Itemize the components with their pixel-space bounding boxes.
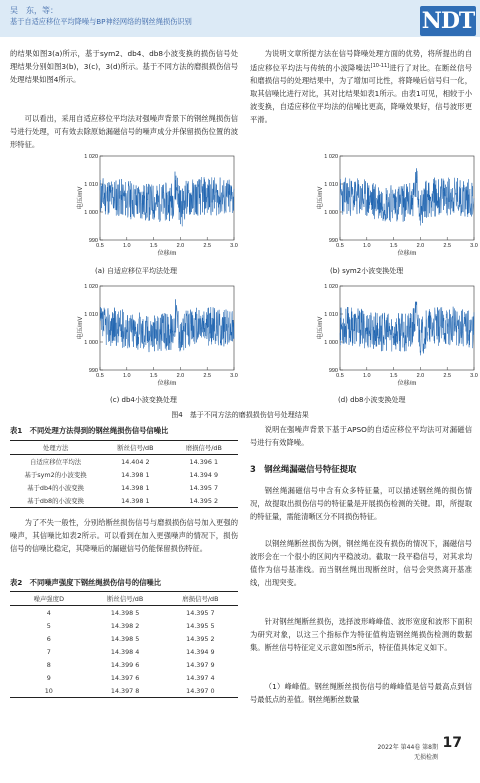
table-cell: 4 [46, 608, 51, 617]
chart-svg-b [312, 152, 480, 258]
section-heading: 3 钢丝绳漏磁信号特征提取 [250, 464, 357, 474]
y-tick-label: 1 020 [324, 284, 338, 290]
y-tick-label: 990 [88, 368, 98, 374]
x-tick-label: 2.5 [443, 243, 452, 249]
y-tick-label: 1 000 [324, 340, 338, 346]
x-tick-label: 2.0 [176, 373, 185, 379]
y-axis-label: 电压/mV [78, 186, 84, 210]
y-tick-label: 990 [88, 238, 98, 244]
chart-panel-d [312, 282, 480, 388]
x-tick-label: 3.0 [230, 243, 238, 249]
table-cell: 14.398 4 [110, 647, 140, 656]
journal-logo: NDT [421, 8, 475, 34]
y-axis-label: 电压/mV [318, 186, 324, 210]
table-cell: 14.395 2 [186, 634, 215, 643]
header-running-title: 基于自适应移位平均降噪与BP神经网络的钢丝绳损伤识别 [10, 17, 192, 26]
right-p1-text-cont: 进行了对比。在断丝信号和磨损信号的处理结果中，为了增加可比性，将降噪后信号归一化，取其信噪比进行对比，其对比结果如表1所示。由表1可见，相较于小波变换，自适应移位平均法的信噪比更高，降噪效果好，信号波形更平滑。 [250, 63, 473, 125]
left-paragraph-1: 的结果如图3(a)所示，基于sym2、db4、db8小波变换的损伤信号处理结果分别如图3(b)，3(c)，3(d)所示。基于不同方法的磨损损伤信号处理结果如图4所示。 [10, 49, 238, 84]
table-cell: 14.397 0 [163, 684, 238, 698]
table-cell: 14.398 1 [121, 470, 150, 479]
table-cell: 14.398 5 [110, 608, 140, 617]
table-cell: 14.404 2 [121, 457, 150, 466]
y-tick-label: 1 020 [324, 154, 338, 160]
table-cell: 14.395 2 [170, 494, 238, 508]
table-row [10, 481, 238, 494]
signal-line [100, 299, 234, 352]
table2-header: 磨损信号/dB [163, 592, 238, 606]
table-cell: 10 [10, 684, 88, 698]
table-row [10, 455, 238, 469]
table-cell: 7 [46, 647, 51, 656]
y-tick-label: 990 [328, 368, 338, 374]
y-tick-label: 1 000 [84, 210, 98, 216]
x-tick-label: 1.0 [122, 243, 131, 249]
table-cell: 14.397 8 [88, 684, 163, 698]
y-tick-label: 1 010 [324, 182, 338, 188]
right-paragraph-3: 钢丝绳漏磁信号中含有众多特征量，可以描述钢丝绳的损伤情况，故提取出损伤信号的特征量是开展损伤检测的关键。即，所提取的特征量，需能清晰区分不同损伤特征。 [250, 486, 472, 521]
signal-line [100, 172, 234, 227]
table-row [10, 671, 238, 684]
chart-panel-a [72, 152, 240, 258]
right-p1-text: 为说明文章所提方法在信号降噪处理方面的优势，将所提出的自适应移位平均法与传统的小波降噪法 [250, 49, 472, 73]
x-tick-label: 1.5 [389, 373, 398, 379]
x-axis-label: 位移/m [397, 381, 417, 387]
table-cell: 14.399 6 [110, 660, 140, 669]
table-cell: 14.398 1 [101, 494, 169, 508]
panel-caption-b: (b) sym2小波变换处理 [330, 267, 404, 275]
table-cell: 14.397 6 [110, 673, 140, 682]
x-tick-label: 0.5 [96, 373, 104, 379]
page-number: 17 [442, 735, 462, 751]
x-tick-label: 2.5 [443, 373, 452, 379]
left-paragraph-2: 可以看出，采用自适应移位平均法对强噪声背景下的钢丝绳损伤信号进行处理，可有效去除原始漏磁信号的噪声成分并保留损伤位置的波形特征。 [10, 114, 238, 149]
x-tick-label: 1.5 [149, 243, 158, 249]
table-cell: 自适应移位平均法 [30, 458, 82, 466]
journal-issue: 2022年 第44卷 第8期 [377, 744, 438, 751]
x-tick-label: 2.0 [416, 243, 425, 249]
y-tick-label: 990 [328, 238, 338, 244]
panel-caption-c: (c) db4小波变换处理 [110, 396, 177, 404]
header-authors: 吴 东，等： [10, 6, 58, 15]
left-paragraph-3: 为了不失一般性，分别给断丝损伤信号与磨损损伤信号加入更强的噪声，其信噪比如表2所示。可以看到在加入更强噪声的情况下，损伤信号的信噪比稳定，其降噪后的漏磁信号仍能保留损伤特征。 [10, 518, 238, 553]
table-cell: 5 [46, 621, 51, 630]
y-axis-label: 电压/mV [318, 316, 324, 340]
signal-line [340, 302, 474, 356]
table-cell: 14.398 5 [110, 634, 140, 643]
x-tick-label: 0.5 [336, 373, 344, 379]
table-cell: 9 [46, 673, 51, 682]
table-cell: 14.397 9 [186, 660, 215, 669]
x-tick-label: 3.0 [230, 373, 238, 379]
x-axis-label: 位移/m [157, 381, 177, 387]
x-axis-label: 位移/m [397, 251, 417, 257]
figure-caption: 图4 基于不同方法的磨损损伤信号处理结果 [171, 411, 309, 419]
table-cell: 14.394 9 [189, 470, 219, 479]
x-tick-label: 3.0 [470, 243, 478, 249]
x-tick-label: 2.5 [203, 373, 212, 379]
table-row [10, 619, 238, 632]
x-tick-label: 2.0 [176, 243, 185, 249]
table-cell: 基于db4的小波变换 [27, 484, 85, 492]
table-row [10, 468, 238, 481]
table1-caption: 表1 不同处理方法得到的钢丝绳损伤信号信噪比 [10, 426, 169, 435]
y-tick-label: 1 000 [84, 340, 98, 346]
y-axis-label: 电压/mV [78, 316, 84, 340]
right-paragraph-1 [250, 47, 472, 126]
y-tick-label: 1 020 [84, 284, 98, 290]
table-cell: 8 [46, 660, 51, 669]
x-tick-label: 1.0 [362, 243, 371, 249]
chart-panel-b [312, 152, 480, 258]
right-paragraph-6: （1）峰峰值。钢丝绳断丝损伤信号的峰峰值是信号最高点到信号最低点的差值。钢丝绳断丝数量 [250, 682, 472, 704]
chart-panel-c [72, 282, 240, 388]
table1-header: 断丝信号/dB [101, 441, 169, 455]
x-tick-label: 2.0 [416, 373, 425, 379]
table-cell: 基于db8的小波变换 [10, 494, 101, 508]
x-tick-label: 1.0 [362, 373, 371, 379]
table-cell: 14.395 7 [186, 608, 215, 617]
y-tick-label: 1 010 [84, 312, 98, 318]
table-cell: 6 [46, 634, 51, 643]
y-tick-label: 1 010 [324, 312, 338, 318]
x-tick-label: 0.5 [96, 243, 104, 249]
chart-svg-a [72, 152, 240, 258]
table1-header: 处理方法 [10, 441, 101, 455]
y-tick-label: 1 000 [324, 210, 338, 216]
table1 [10, 440, 238, 508]
table-cell: 14.396 1 [189, 457, 219, 466]
panel-caption-a: (a) 自适应移位平均法处理 [95, 267, 177, 275]
right-paragraph-2: 说明在强噪声背景下基于APSO的自适应移位平均法可对漏磁信号进行有效降噪。 [250, 425, 472, 447]
x-tick-label: 1.0 [122, 373, 131, 379]
chart-svg-c [72, 282, 240, 388]
table2-header: 噪声强度D [10, 592, 88, 606]
right-paragraph-4: 以钢丝绳断丝损伤为例，钢丝绳在没有损伤的情况下，漏磁信号波形会在一个很小的区间内平稳波动。截取一段平稳信号，对其求均值作为信号基准线。而当钢丝绳出现断丝时，信号会突然离开基准线，出现突变。 [250, 539, 472, 587]
table-row [10, 684, 238, 698]
x-tick-label: 2.5 [203, 243, 212, 249]
table2 [10, 591, 238, 698]
table-cell: 14.395 5 [186, 621, 215, 630]
table1-header: 磨损信号/dB [170, 441, 238, 455]
table-cell: 14.398 2 [110, 621, 140, 630]
table-cell: 14.395 7 [189, 483, 219, 492]
table-cell: 14.394 9 [186, 647, 215, 656]
y-tick-label: 1 020 [84, 154, 98, 160]
citation-ref[interactable]: [10-11] [370, 63, 390, 69]
x-axis-label: 位移/m [157, 251, 177, 257]
x-tick-label: 0.5 [336, 243, 344, 249]
x-tick-label: 1.5 [389, 243, 398, 249]
table-cell: 基于sym2的小波变换 [24, 471, 87, 479]
table2-header: 断丝信号/dB [88, 592, 163, 606]
table-row [10, 658, 238, 671]
table-row [10, 645, 238, 658]
journal-name: 无损检测 [413, 754, 438, 761]
table-cell: 14.397 4 [186, 673, 215, 682]
table-cell: 14.398 1 [121, 483, 150, 492]
x-tick-label: 3.0 [470, 373, 478, 379]
y-tick-label: 1 010 [84, 182, 98, 188]
panel-caption-d: (d) db8小波变换处理 [338, 396, 406, 404]
table-row [10, 632, 238, 645]
signal-line [340, 168, 474, 225]
table-row [10, 606, 238, 620]
chart-svg-d [312, 282, 480, 388]
right-paragraph-5: 针对钢丝绳断丝损伤，选择波形峰峰值、波形宽度和波形下面积为研究对象，以这三个指标作为特征值构造钢丝绳损伤检测的数据集。断丝信号特征定义示意如图5所示，特征值具体定义如下。 [250, 617, 472, 652]
x-tick-label: 1.5 [149, 373, 158, 379]
table2-caption: 表2 不同噪声强度下钢丝绳损伤信号的信噪比 [10, 578, 162, 587]
table-row [10, 494, 238, 508]
